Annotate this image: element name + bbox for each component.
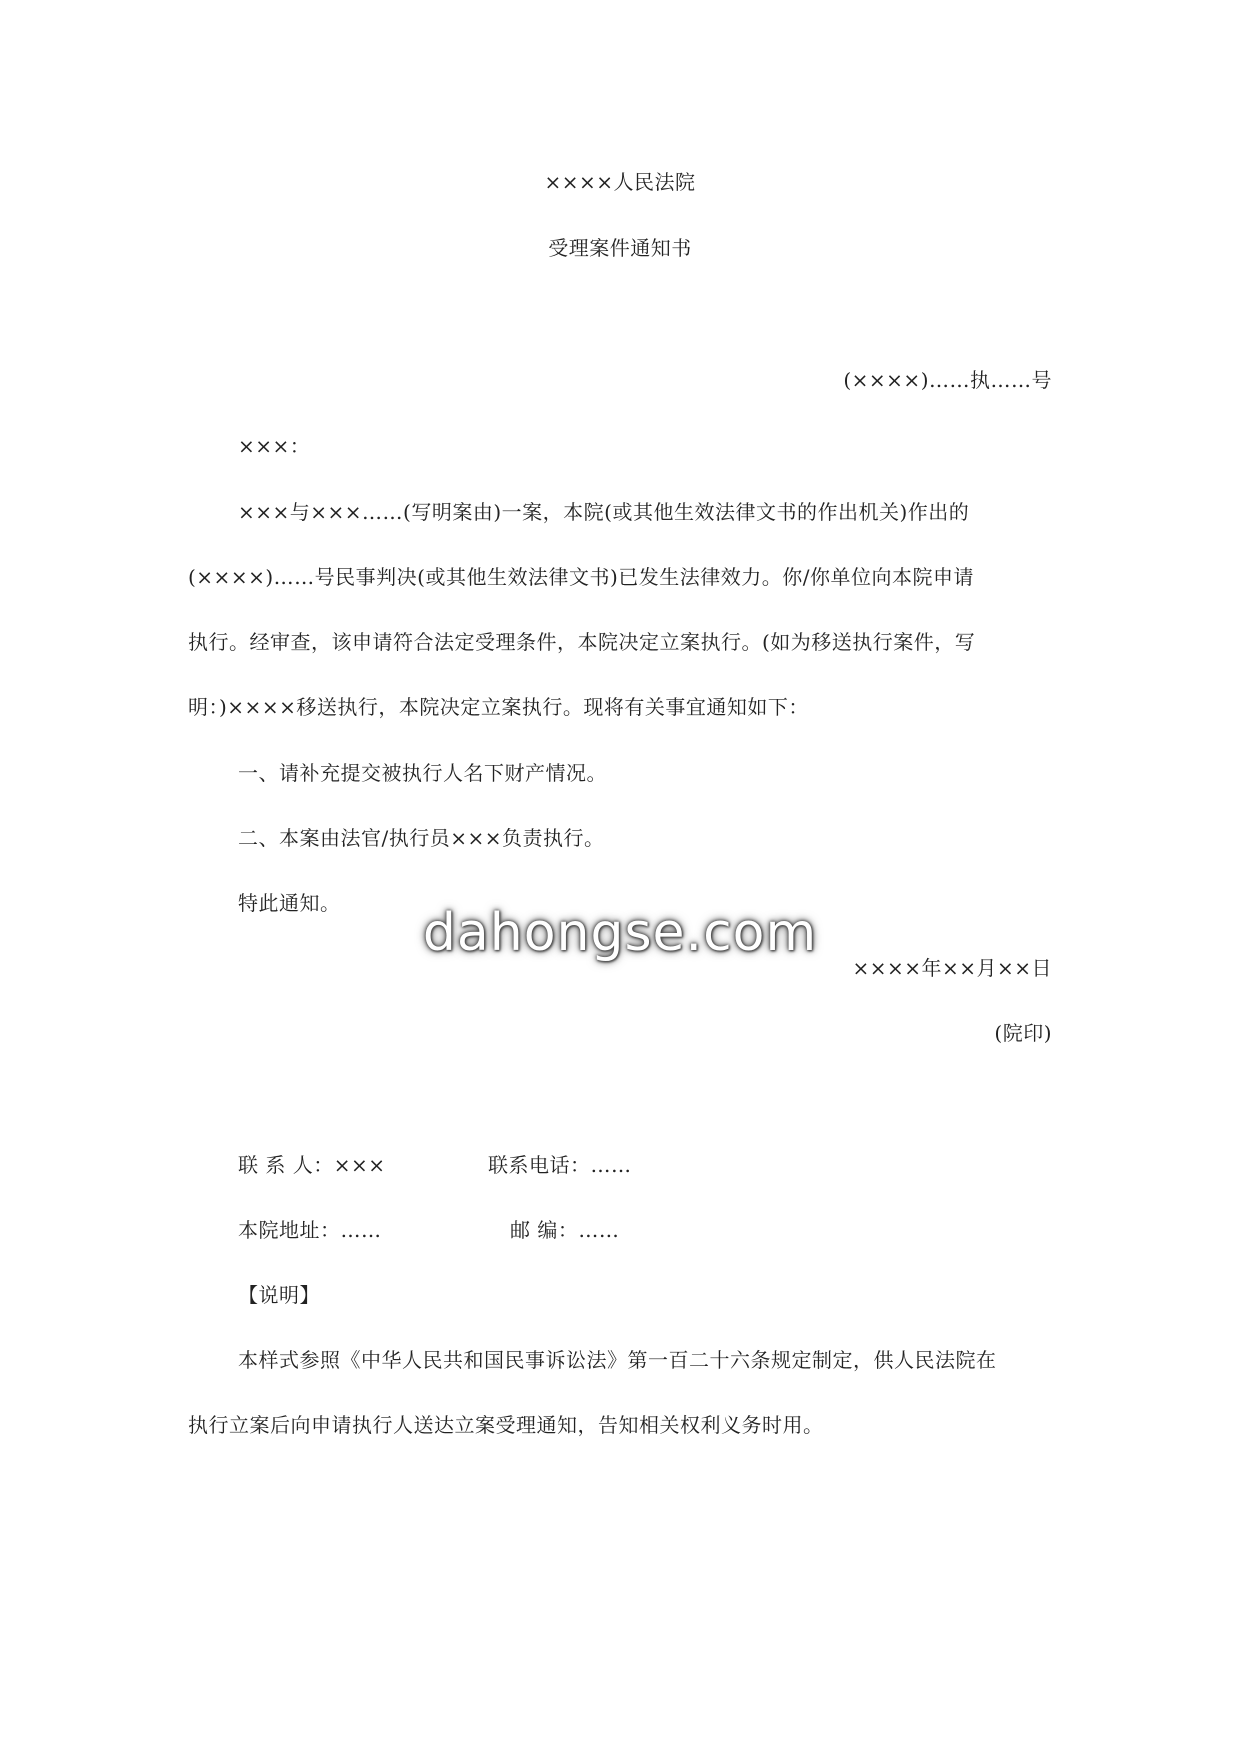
court-address: 本院地址：…… bbox=[238, 1218, 382, 1242]
postcode: 邮 编：…… bbox=[510, 1218, 620, 1242]
document-title: 受理案件通知书 bbox=[548, 236, 692, 260]
addressee: ×××： bbox=[238, 434, 311, 458]
notice-item: 二、本案由法官/执行员×××负责执行。 bbox=[238, 826, 605, 850]
note-heading: 【说明】 bbox=[238, 1283, 320, 1307]
body-line: 明：)××××移送执行，本院决定立案执行。现将有关事宜通知如下： bbox=[188, 695, 809, 719]
court-name: ××××人民法院 bbox=[544, 170, 696, 194]
note-line: 执行立案后向申请执行人送达立案受理通知，告知相关权利义务时用。 bbox=[188, 1413, 824, 1437]
contact-phone: 联系电话：…… bbox=[488, 1153, 632, 1177]
note-line: 本样式参照《中华人民共和国民事诉讼法》第一百二十六条规定制定，供人民法院在 bbox=[238, 1348, 997, 1372]
body-line: (××××)……号民事判决(或其他生效法律文书)已发生法律效力。你/你单位向本院申请 bbox=[188, 565, 974, 589]
court-seal: (院印) bbox=[994, 1021, 1052, 1045]
issue-date: ××××年××月××日 bbox=[852, 956, 1052, 980]
watermark-text: dahongse.com bbox=[422, 903, 818, 963]
notice-item: 一、请补充提交被执行人名下财产情况。 bbox=[238, 761, 607, 785]
body-line: 执行。经审查，该申请符合法定受理条件，本院决定立案执行。(如为移送执行案件，写 bbox=[188, 630, 976, 654]
case-number: (××××)……执……号 bbox=[843, 368, 1052, 392]
body-line: ×××与×××……(写明案由)一案，本院(或其他生效法律文书的作出机关)作出的 bbox=[238, 500, 970, 524]
contact-person: 联 系 人：××× bbox=[238, 1153, 386, 1177]
closing-text: 特此通知。 bbox=[238, 891, 341, 915]
